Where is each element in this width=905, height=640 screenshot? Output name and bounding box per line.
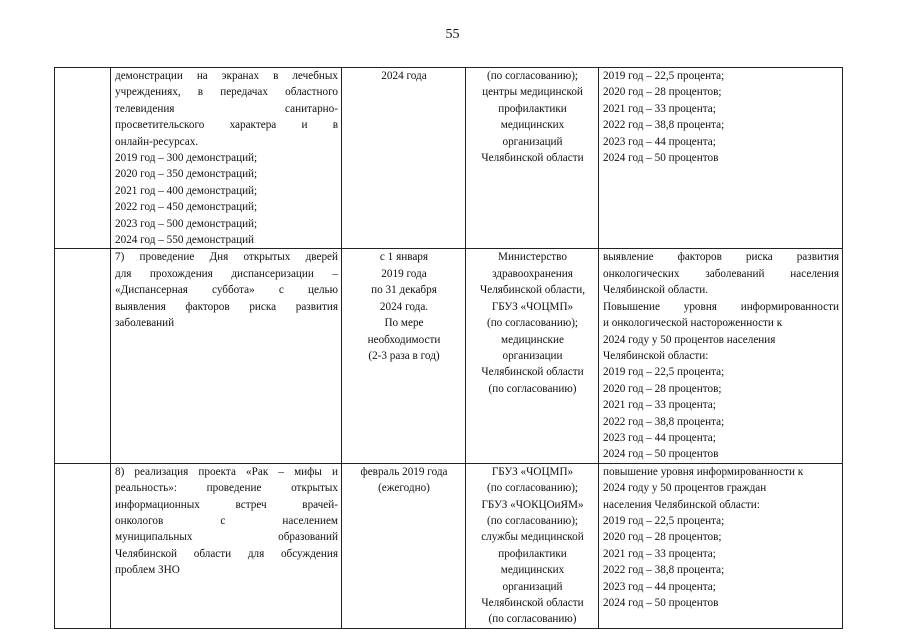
cell-line: Повышение уровня информированности xyxy=(603,300,839,313)
cell-line: службы медицинской xyxy=(481,531,584,544)
cell-line: выявления факторов риска развития xyxy=(115,300,338,313)
cell-line: онлайн-ресурсах. xyxy=(115,135,199,148)
cell-line: Министерство xyxy=(498,251,567,264)
term-cell xyxy=(342,249,466,463)
cell-line: 2022 год – 38,8 процента; xyxy=(603,119,725,132)
cell-line: проблем ЗНО xyxy=(115,564,180,577)
cell-line: ГБУЗ «ЧОКЦОиЯМ» xyxy=(481,498,584,511)
cell-line: 2023 год – 500 демонстраций; xyxy=(115,217,258,230)
cell-line: 2019 год – 22,5 процента; xyxy=(603,70,725,82)
cell-line: Челябинской области xyxy=(481,366,584,379)
cell-line: здравоохранения xyxy=(492,267,573,280)
cell-line: 2021 год – 400 демонстраций; xyxy=(115,184,258,197)
cell-line: (по согласованию); xyxy=(486,482,579,495)
cell-line: организаций xyxy=(502,580,563,593)
number-cell xyxy=(55,68,111,249)
cell-line: (по согласованию) xyxy=(488,382,577,395)
executor-cell xyxy=(466,68,599,249)
cell-line: 2020 год – 350 демонстраций; xyxy=(115,168,258,181)
cell-line: Челябинской области. xyxy=(603,284,709,297)
number-cell xyxy=(55,463,111,628)
cell-line: (по согласованию); xyxy=(486,70,579,82)
executor-cell xyxy=(466,249,599,463)
page-number: 55 xyxy=(445,27,460,42)
cell-line: выявление факторов риска развития xyxy=(603,251,839,264)
cell-line: с 1 января xyxy=(379,251,429,264)
cell-line: 2021 год – 33 процента; xyxy=(603,102,716,115)
result-cell xyxy=(599,68,843,249)
cell-line: повышение уровня информированности к xyxy=(603,465,804,478)
cell-line: «Диспансерная суббота» с целью xyxy=(115,284,338,297)
cell-line: 2024 год – 550 демонстраций xyxy=(115,234,255,247)
cell-line: 2024 год – 50 процентов xyxy=(603,597,719,609)
cell-line: Челябинской области для обсуждения xyxy=(115,547,338,560)
cell-line: 2020 год – 28 процентов; xyxy=(603,382,722,395)
term-cell xyxy=(342,68,466,249)
cell-line: профилактики xyxy=(498,102,567,115)
cell-line: просветительского характера и в xyxy=(115,119,338,132)
cell-line: 7) проведение Дня открытых дверей xyxy=(115,251,338,264)
cell-line: 2022 год – 38,8 процента; xyxy=(603,415,725,428)
cell-line: ГБУЗ «ЧОЦМП» xyxy=(491,465,574,478)
cell-line: онкологов с населением xyxy=(115,514,338,527)
cell-line: по 31 декабря xyxy=(371,284,437,297)
cell-line: 2020 год – 28 процентов; xyxy=(603,86,722,99)
cell-line: онкологических заболеваний населения xyxy=(603,267,839,280)
cell-line: 2022 год – 450 демонстраций; xyxy=(115,201,258,214)
cell-line: для прохождения диспансеризации – xyxy=(115,267,338,280)
cell-line: 2019 год – 22,5 процента; xyxy=(603,366,725,379)
cell-line: 2021 год – 33 процента; xyxy=(603,399,716,412)
cell-line: 8) реализация проекта «Рак – мифы и xyxy=(115,465,338,478)
cell-line: необходимости xyxy=(367,333,441,346)
cell-line: 2020 год – 28 процентов; xyxy=(603,531,722,544)
cell-line: информационных встреч врачей- xyxy=(115,498,338,511)
executor-cell xyxy=(466,463,599,628)
cell-line: организации xyxy=(502,349,563,362)
cell-line: муниципальных образований xyxy=(115,531,338,544)
cell-line: (по согласованию); xyxy=(486,514,579,527)
cell-line: Челябинской области xyxy=(481,597,584,609)
cell-line: февраль 2019 года xyxy=(360,465,448,478)
cell-line: (по согласованию) xyxy=(488,613,577,626)
cell-line: ГБУЗ «ЧОЦМП» xyxy=(491,300,574,313)
table-row xyxy=(55,68,843,249)
measures-table-body xyxy=(55,68,843,629)
cell-line: 2023 год – 44 процента; xyxy=(603,431,716,444)
cell-line: 2022 год – 38,8 процента; xyxy=(603,564,725,577)
cell-line: населения Челябинской области: xyxy=(603,498,760,511)
table-row xyxy=(55,463,843,628)
result-cell xyxy=(599,249,843,463)
measures-table xyxy=(54,67,843,629)
cell-line: (ежегодно) xyxy=(378,482,430,495)
cell-line: реальность»: проведение открытых xyxy=(115,482,338,495)
cell-line: Челябинской области: xyxy=(603,349,709,362)
cell-line: 2023 год – 44 процента; xyxy=(603,580,716,593)
cell-line: 2024 году у 50 процентов граждан xyxy=(603,482,767,495)
cell-line: 2021 год – 33 процента; xyxy=(603,547,716,560)
cell-line: 2024 году у 50 процентов населения xyxy=(603,333,776,346)
number-cell xyxy=(55,249,111,463)
cell-line: медицинских xyxy=(500,119,565,132)
activity-cell xyxy=(111,463,342,628)
cell-line: профилактики xyxy=(498,547,567,560)
cell-line: Челябинской области xyxy=(481,152,584,165)
cell-line: учреждениях, в передачах областного xyxy=(115,86,338,99)
cell-line: медицинских xyxy=(500,564,565,577)
table-row xyxy=(55,249,843,463)
cell-line: 2024 года. xyxy=(379,300,429,313)
result-cell xyxy=(599,463,843,628)
term-cell xyxy=(342,463,466,628)
cell-line: 2019 год – 300 демонстраций; xyxy=(115,152,258,165)
cell-line: медицинские xyxy=(501,333,564,346)
cell-line: (по согласованию); xyxy=(486,317,579,330)
cell-line: 2024 год – 50 процентов xyxy=(603,152,719,165)
cell-line: 2019 год – 22,5 процента; xyxy=(603,514,725,527)
cell-line: 2019 года xyxy=(381,267,427,280)
cell-line: 2024 года xyxy=(381,70,427,82)
cell-line: 2023 год – 44 процента; xyxy=(603,135,716,148)
activity-cell xyxy=(111,68,342,249)
cell-line: (2-3 раза в год) xyxy=(368,349,440,362)
cell-line: телевидения санитарно- xyxy=(115,102,338,115)
cell-line: Челябинской области, xyxy=(479,284,586,297)
cell-line: По мере xyxy=(384,317,424,330)
cell-line: организаций xyxy=(502,135,563,148)
cell-line: центры медицинской xyxy=(482,86,583,99)
cell-line: и онкологической настороженности к xyxy=(603,317,783,330)
cell-line: демонстрации на экранах в лечебных xyxy=(115,70,338,82)
activity-cell xyxy=(111,249,342,463)
cell-line: 2024 год – 50 процентов xyxy=(603,448,719,461)
cell-line: заболеваний xyxy=(115,317,175,330)
